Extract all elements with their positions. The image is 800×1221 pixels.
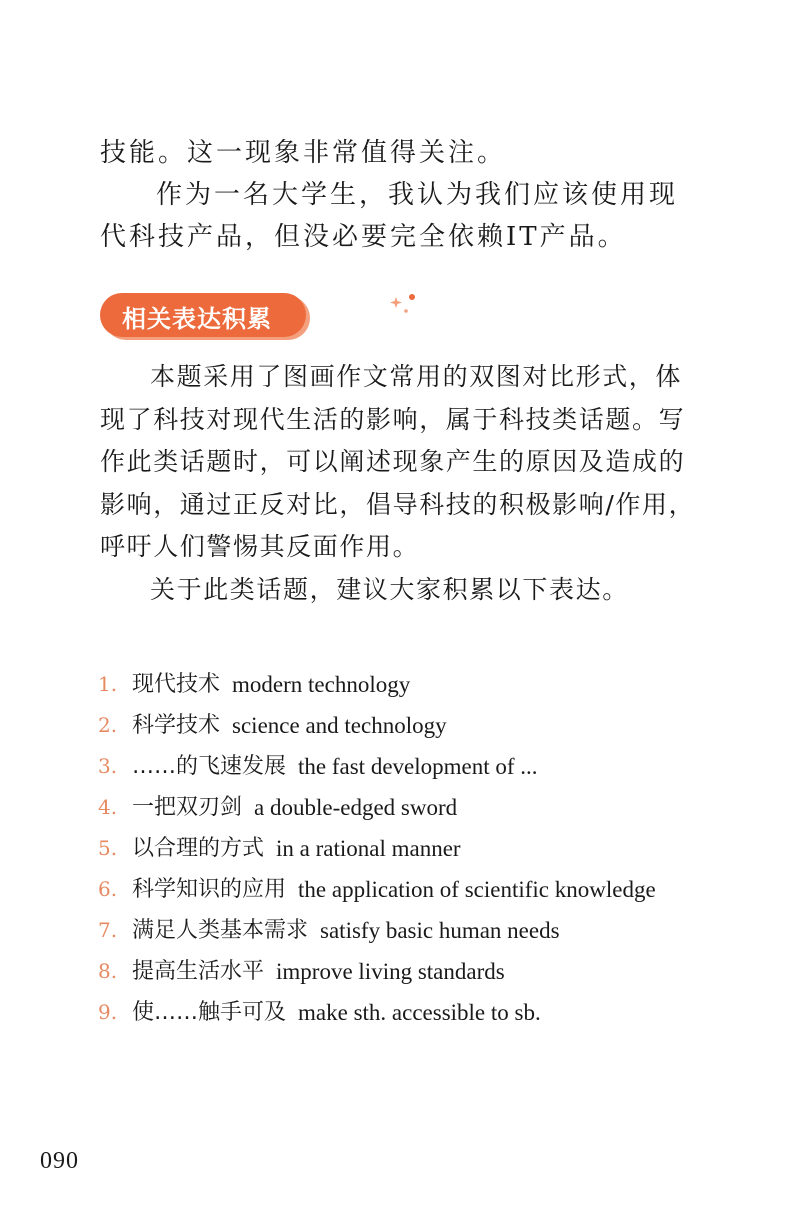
- item-english: the fast development of ...: [298, 754, 538, 779]
- item-chinese: 使……触手可及: [132, 1000, 287, 1025]
- item-chinese: 一把双刃剑: [132, 795, 243, 820]
- item-english: modern technology: [232, 672, 411, 697]
- list-item: [98, 951, 738, 992]
- section-title: 相关表达积累: [122, 304, 272, 333]
- item-chinese: 现代技术: [132, 672, 221, 697]
- item-english: science and technology: [232, 713, 447, 738]
- list-item: [98, 869, 738, 910]
- essay-line: 技能。这一现象非常值得关注。: [100, 138, 507, 168]
- item-english: a double-edged sword: [254, 795, 458, 820]
- item-chinese: 以合理的方式: [132, 836, 265, 861]
- list-item: [98, 746, 738, 787]
- item-number: 9.: [98, 1000, 118, 1024]
- list-item: [98, 664, 738, 705]
- item-number: 1.: [98, 672, 118, 696]
- list-item: [98, 787, 738, 828]
- item-chinese: 科学知识的应用: [132, 877, 287, 902]
- item-english: satisfy basic human needs: [320, 918, 560, 943]
- item-english: improve living standards: [276, 959, 505, 984]
- item-chinese: 满足人类基本需求: [132, 918, 309, 943]
- list-item: [98, 992, 738, 1033]
- item-number: 4.: [98, 795, 118, 819]
- item-chinese: 科学技术: [132, 713, 221, 738]
- item-number: 2.: [98, 713, 118, 737]
- item-number: 3.: [98, 754, 118, 778]
- sparkle-icon: [388, 291, 428, 321]
- list-item: [98, 828, 738, 869]
- analysis-text: [100, 356, 700, 611]
- expression-list: [98, 664, 738, 1033]
- item-english: make sth. accessible to sb.: [298, 1000, 541, 1025]
- list-item: [98, 910, 738, 951]
- item-chinese: 提高生活水平: [132, 959, 265, 984]
- item-chinese: ……的飞速发展: [132, 754, 287, 779]
- analysis-paragraph: 本题采用了图画作文常用的双图对比形式，体现了科技对现代生活的影响，属于科技类话题。写作此类话题时，可以阐述现象产生的原因及造成的影响，通过正反对比，倡导科技的积极影响/作用，呼吁人们警惕其反面作用。: [100, 362, 696, 561]
- essay-continuation: [100, 132, 700, 258]
- list-item: [98, 705, 738, 746]
- page-number: 090: [40, 1148, 79, 1174]
- essay-paragraph: 作为一名大学生，我认为我们应该使用现代科技产品，但没必要完全依赖IT产品。: [100, 180, 679, 252]
- item-english: in a rational manner: [276, 836, 461, 861]
- item-number: 5.: [98, 836, 118, 860]
- analysis-intro: 关于此类话题，建议大家积累以下表达。: [150, 574, 629, 604]
- item-number: 6.: [98, 877, 118, 901]
- item-number: 8.: [98, 959, 118, 983]
- item-english: the application of scientific knowledge: [298, 877, 656, 902]
- item-number: 7.: [98, 918, 118, 942]
